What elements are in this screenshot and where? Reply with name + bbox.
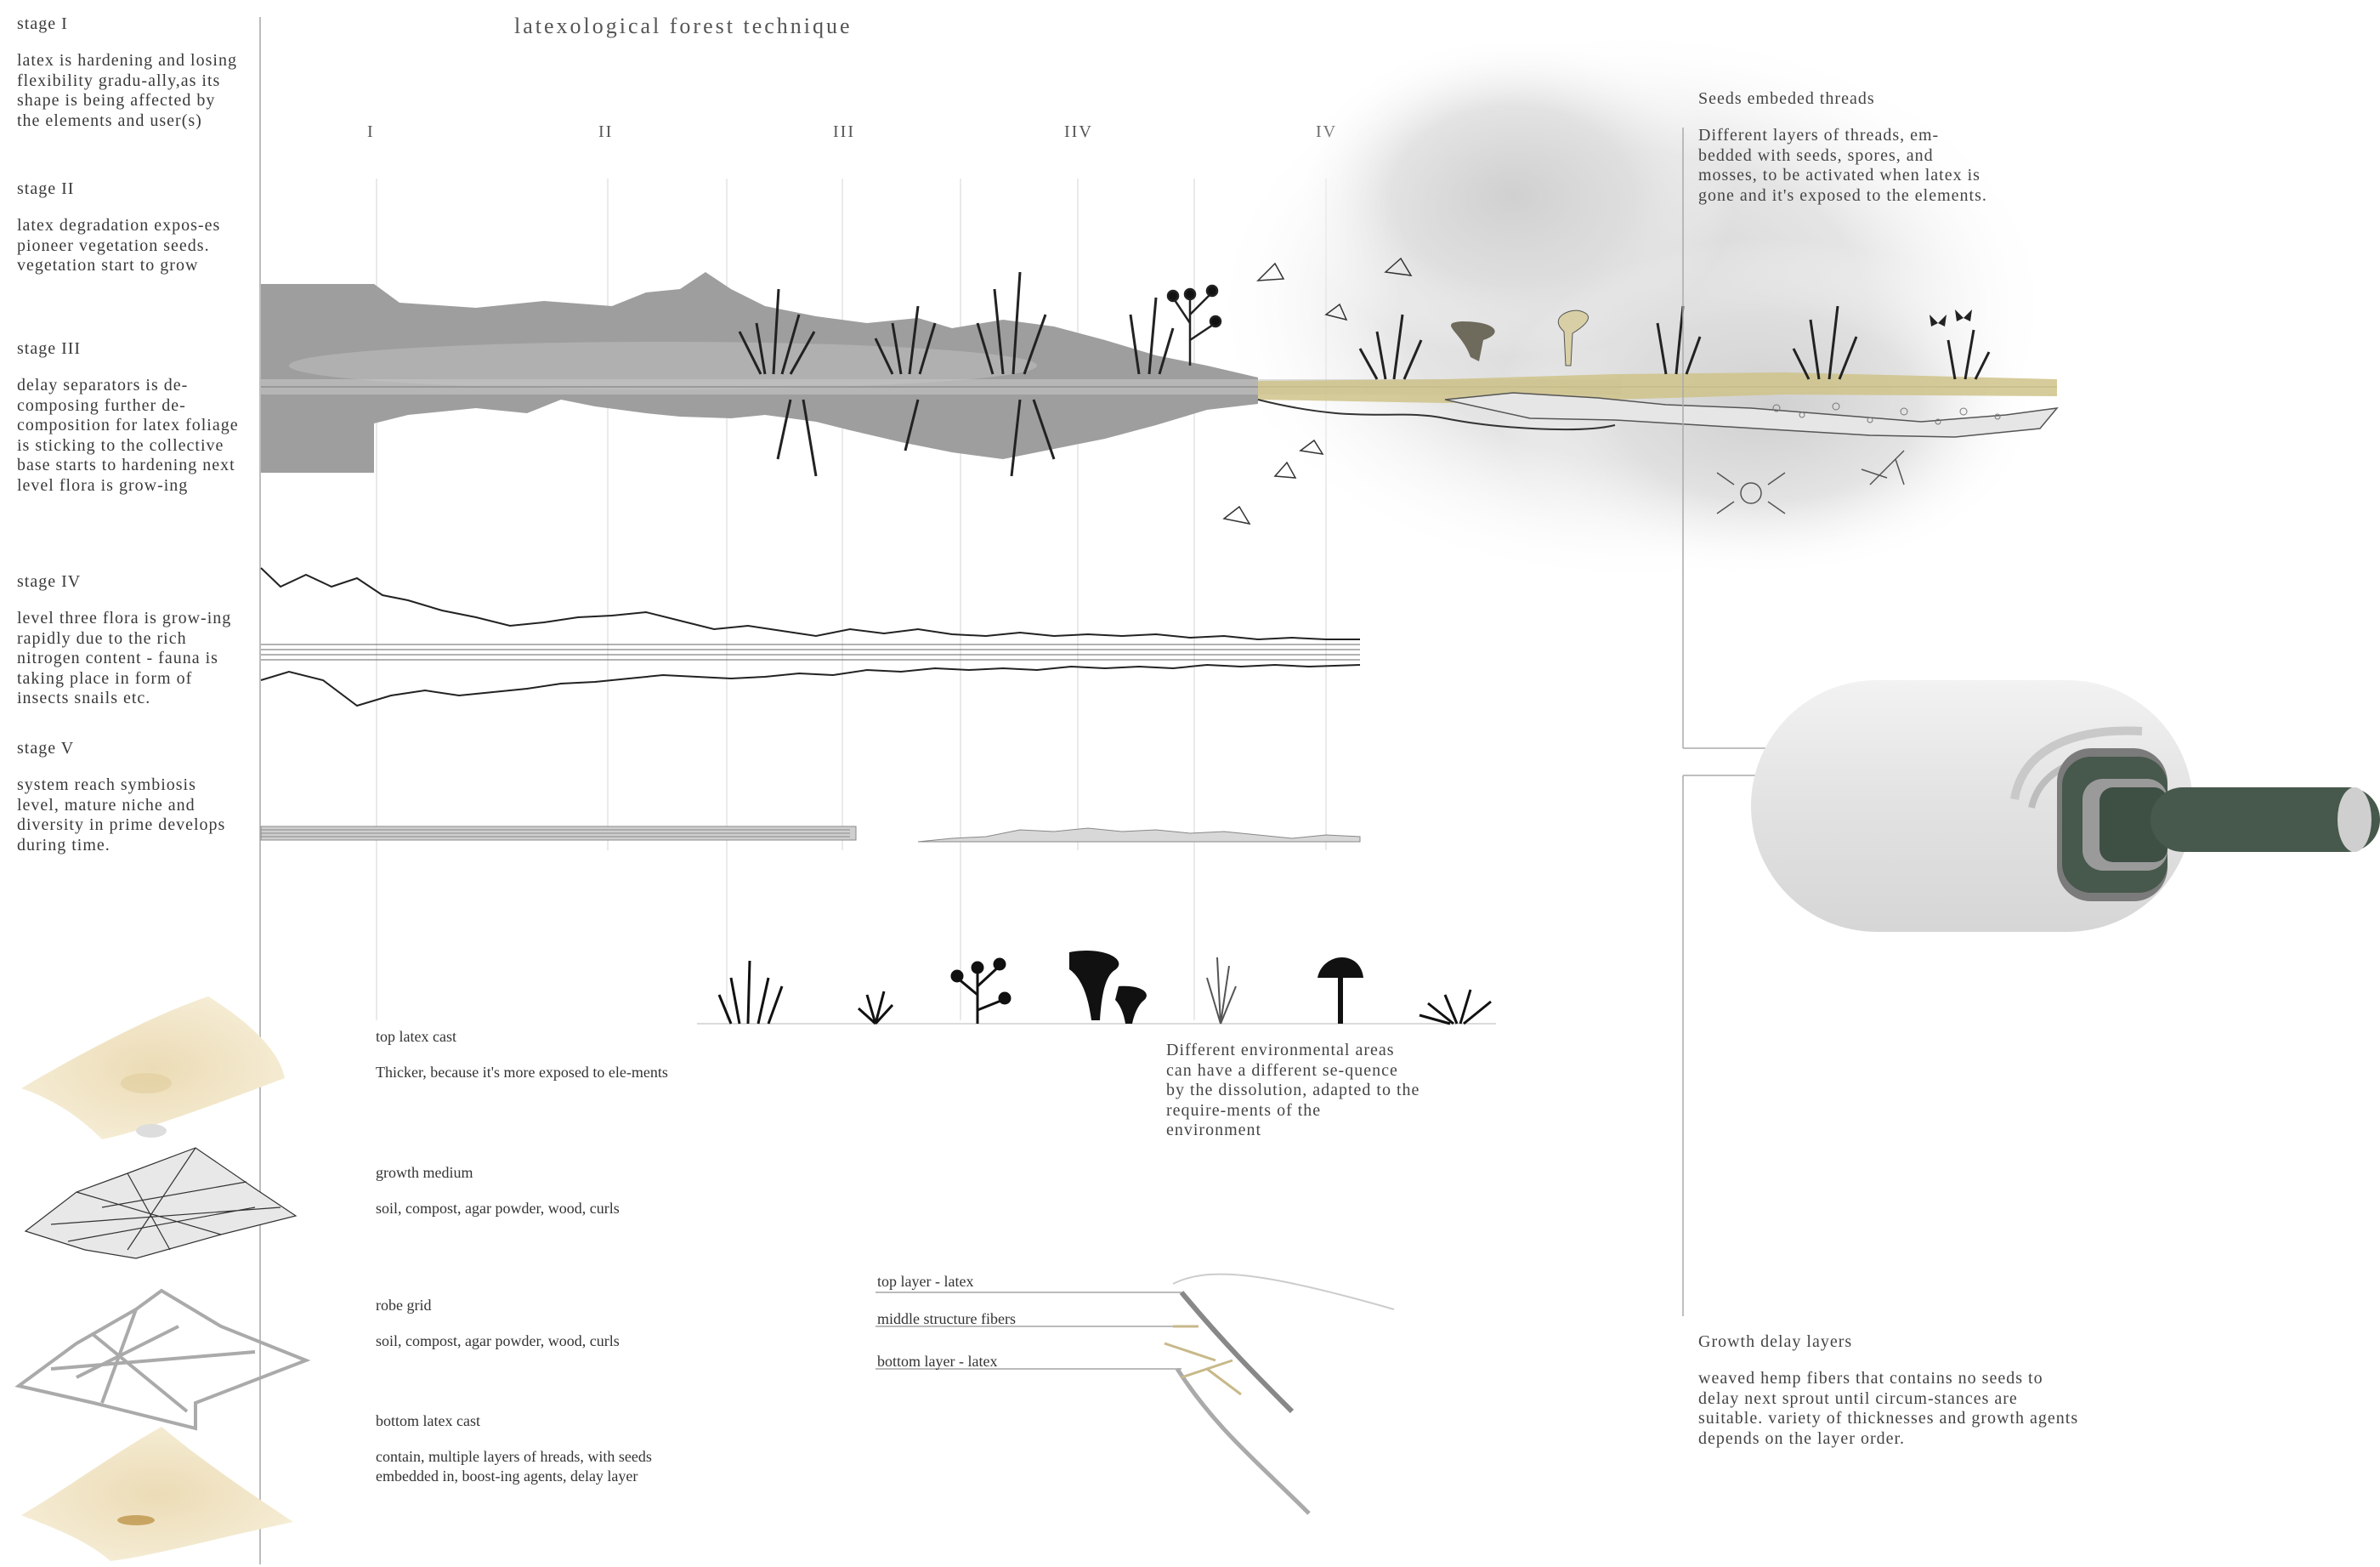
stage-title: stage I <box>17 14 68 33</box>
layer-title: bottom latex cast <box>376 1412 480 1429</box>
section-label-top: top layer - latex <box>877 1273 974 1290</box>
diagram-title: latexological forest technique <box>514 14 853 38</box>
layer-title: robe grid <box>376 1297 432 1314</box>
stage-text: system reach symbiosis level, mature niche and diversity in prime develops during time. <box>17 775 226 854</box>
layer-text: contain, multiple layers of hreads, with seeds embedded in, boost-ing agents, delay layer <box>376 1448 652 1485</box>
layer-title: top latex cast <box>376 1028 456 1045</box>
stage-text: latex is hardening and losing flexibility gradu-ally,as its shape is being affected by the elements and user(s) <box>17 51 237 130</box>
note-title: Growth delay layers <box>1698 1332 1853 1351</box>
top-latex-cast-illustration <box>21 996 285 1139</box>
stage-title: stage III <box>17 339 82 358</box>
grass-tuft-icon <box>1420 990 1491 1024</box>
robe-grid-illustration <box>19 1291 306 1428</box>
stage-text: latex degradation expos-es pioneer vegetation seeds. vegetation start to grow <box>17 216 221 275</box>
stage-title: stage II <box>17 179 75 198</box>
grass-clump-icon <box>719 961 782 1024</box>
note-title: Seeds embeded threads <box>1698 89 1875 108</box>
seedling-icon <box>1207 957 1236 1024</box>
layer-robe-grid <box>376 1296 690 1351</box>
timeline-numeral-1: I <box>367 122 375 141</box>
stage-text: level three flora is grow-ing rapidly due to the rich nitrogen content - fauna is taking place in form of insects snails etc. <box>17 609 232 707</box>
note-text: Different layers of threads, em-bedded with seeds, spores, and mosses, to be activated when latex is gone and it's exposed to the elements. <box>1698 126 1987 205</box>
timeline-numeral-4: IIV <box>1064 122 1093 141</box>
layer-text: soil, compost, agar powder, wood, curls <box>376 1332 620 1349</box>
thread-cross-section <box>1751 680 2380 932</box>
bottom-latex-cast-illustration <box>21 1427 293 1561</box>
stage-title: stage V <box>17 739 75 758</box>
chanterelle-mushroom-icon <box>1069 951 1147 1024</box>
growth-medium-illustration <box>26 1148 296 1258</box>
stage-4-waveform <box>261 568 1360 706</box>
layer-title: growth medium <box>376 1164 473 1181</box>
stage-title: stage IV <box>17 572 82 591</box>
layer-growth-medium <box>376 1163 690 1218</box>
section-label-bottom: bottom layer - latex <box>877 1353 998 1370</box>
layer-text: Thicker, because it's more exposed to ele-ments <box>376 1064 668 1081</box>
growth-delay-note <box>1698 1331 2081 1449</box>
layer-text: soil, compost, agar powder, wood, curls <box>376 1200 620 1217</box>
section-label-middle: middle structure fibers <box>877 1310 1016 1327</box>
parasol-mushroom-icon <box>1318 957 1363 1024</box>
layer-top-latex <box>376 1027 690 1082</box>
timeline-numeral-2: II <box>598 122 614 141</box>
environment-note: Different environmental areas can have a different se-quence by the dissolution, adapted to the require-ments of the environment <box>1166 1041 1420 1139</box>
seeds-threads-note <box>1698 88 1987 206</box>
stage-5-layers <box>261 826 1360 842</box>
sprout-icon <box>858 991 892 1024</box>
stage-text: delay separators is de-composing further de-composition for latex foliage is sticking to the collective base starts to hardening next level flora is grow-ing <box>17 376 239 495</box>
note-text: weaved hemp fibers that contains no seeds to delay next sprout until circum-stances are suitable. variety of thicknesses and growth agents depends on the layer order. <box>1698 1369 2079 1448</box>
timeline-numeral-3: III <box>833 122 855 141</box>
layer-bottom-latex <box>376 1411 690 1486</box>
